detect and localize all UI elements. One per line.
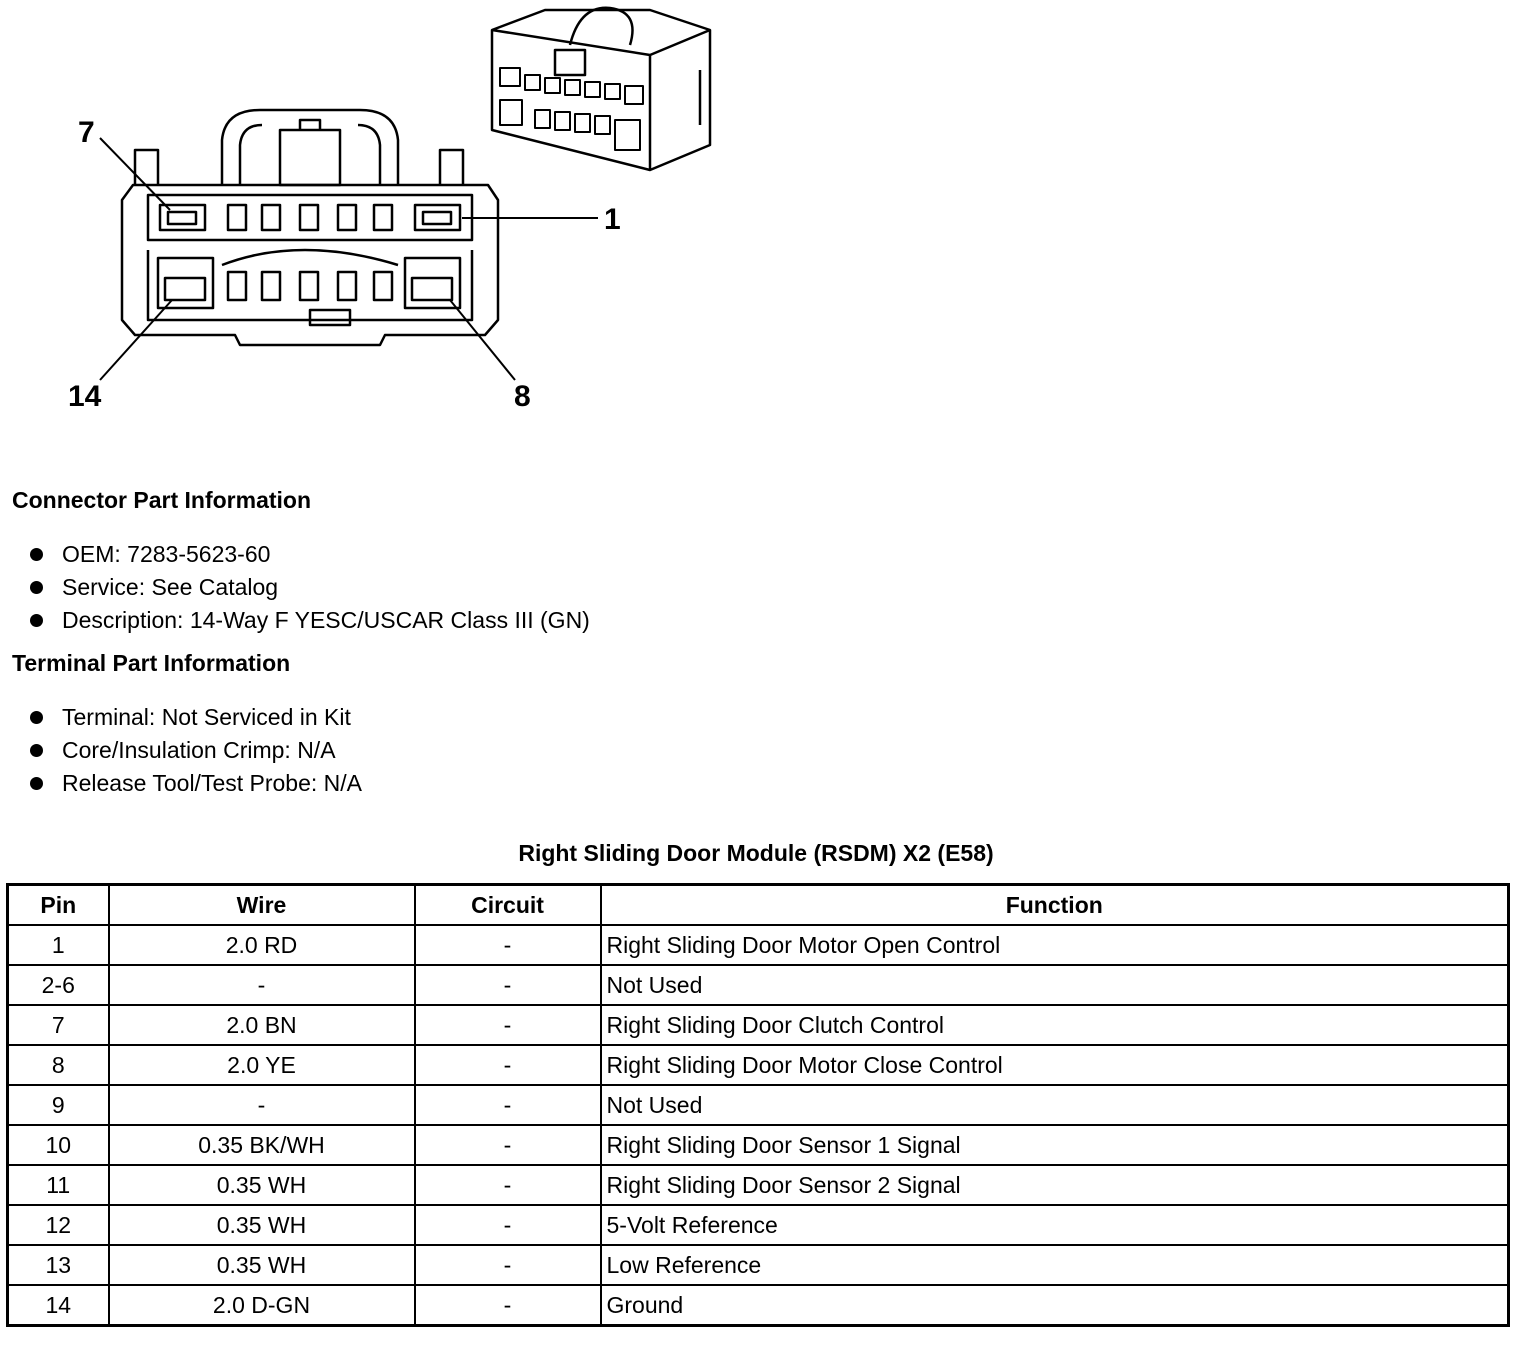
cell-pin: 1 bbox=[8, 925, 109, 965]
table-row bbox=[8, 1285, 1509, 1326]
cell-pin: 11 bbox=[8, 1165, 109, 1205]
cell-pin: 2-6 bbox=[8, 965, 109, 1005]
pin-label-1: 1 bbox=[604, 203, 621, 236]
cell-wire: 2.0 D-GN bbox=[109, 1285, 415, 1326]
pin-label-14: 14 bbox=[68, 380, 102, 413]
bullet-icon bbox=[30, 711, 43, 724]
table-row bbox=[8, 1165, 1509, 1205]
cell-function: Right Sliding Door Motor Close Control bbox=[601, 1045, 1509, 1085]
cell-circuit: - bbox=[415, 1285, 601, 1326]
bullet-icon bbox=[30, 777, 43, 790]
bullet-icon bbox=[30, 581, 43, 594]
table-header-row bbox=[8, 885, 1509, 926]
terminal-info-crimp: Core/Insulation Crimp: N/A bbox=[62, 737, 336, 763]
header-circuit: Circuit bbox=[415, 885, 601, 926]
cell-circuit: - bbox=[415, 1165, 601, 1205]
cell-pin: 13 bbox=[8, 1245, 109, 1285]
pin-label-7: 7 bbox=[78, 116, 95, 149]
header-function: Function bbox=[601, 885, 1509, 926]
cell-function: Right Sliding Door Motor Open Control bbox=[601, 925, 1509, 965]
cell-pin: 9 bbox=[8, 1085, 109, 1125]
list-item bbox=[0, 734, 362, 767]
list-item bbox=[0, 767, 362, 800]
list-item bbox=[0, 538, 590, 571]
cell-function: Not Used bbox=[601, 1085, 1509, 1125]
cell-wire: - bbox=[109, 965, 415, 1005]
connector-info-oem: OEM: 7283-5623-60 bbox=[62, 541, 271, 567]
pin-label-8: 8 bbox=[514, 380, 531, 413]
terminal-info-terminal: Terminal: Not Serviced in Kit bbox=[62, 704, 351, 730]
cell-pin: 12 bbox=[8, 1205, 109, 1245]
cell-function: Ground bbox=[601, 1285, 1509, 1326]
table-row bbox=[8, 1245, 1509, 1285]
cell-wire: 0.35 WH bbox=[109, 1245, 415, 1285]
cell-circuit: - bbox=[415, 1005, 601, 1045]
cell-pin: 10 bbox=[8, 1125, 109, 1165]
cell-function: Right Sliding Door Sensor 2 Signal bbox=[601, 1165, 1509, 1205]
table-row bbox=[8, 965, 1509, 1005]
cell-pin: 14 bbox=[8, 1285, 109, 1326]
cell-wire: 2.0 YE bbox=[109, 1045, 415, 1085]
table-row bbox=[8, 1085, 1509, 1125]
bullet-icon bbox=[30, 548, 43, 561]
cell-wire: 2.0 RD bbox=[109, 925, 415, 965]
connector-info-service: Service: See Catalog bbox=[62, 574, 279, 600]
connector-info-heading: Connector Part Information bbox=[12, 487, 312, 513]
cell-function: 5-Volt Reference bbox=[601, 1205, 1509, 1245]
table-row bbox=[8, 925, 1509, 965]
cell-pin: 7 bbox=[8, 1005, 109, 1045]
cell-function: Low Reference bbox=[601, 1245, 1509, 1285]
terminal-info-release-tool: Release Tool/Test Probe: N/A bbox=[62, 770, 363, 796]
cell-wire: 0.35 WH bbox=[109, 1165, 415, 1205]
header-pin: Pin bbox=[8, 885, 109, 926]
cell-circuit: - bbox=[415, 1085, 601, 1125]
connector-info-description: Description: 14-Way F YESC/USCAR Class III (GN) bbox=[62, 607, 590, 633]
cell-wire: 0.35 BK/WH bbox=[109, 1125, 415, 1165]
table-row bbox=[8, 1005, 1509, 1045]
cell-pin: 8 bbox=[8, 1045, 109, 1085]
cell-function: Right Sliding Door Clutch Control bbox=[601, 1005, 1509, 1045]
bullet-icon bbox=[30, 744, 43, 757]
header-wire: Wire bbox=[109, 885, 415, 926]
terminal-info-heading: Terminal Part Information bbox=[12, 650, 291, 676]
table-row bbox=[8, 1045, 1509, 1085]
cell-wire: - bbox=[109, 1085, 415, 1125]
table-body bbox=[8, 925, 1509, 1326]
cell-circuit: - bbox=[415, 1045, 601, 1085]
cell-circuit: - bbox=[415, 965, 601, 1005]
list-item bbox=[0, 571, 590, 604]
table-row bbox=[8, 1205, 1509, 1245]
table-row bbox=[8, 1125, 1509, 1165]
connector-diagram bbox=[0, 0, 760, 440]
cell-wire: 2.0 BN bbox=[109, 1005, 415, 1045]
terminal-info-list bbox=[0, 701, 362, 800]
list-item bbox=[0, 604, 590, 637]
list-item bbox=[0, 701, 362, 734]
table-title: Right Sliding Door Module (RSDM) X2 (E58) bbox=[518, 840, 994, 866]
connector-face-drawing bbox=[0, 0, 760, 440]
pinout-table bbox=[6, 883, 1510, 1327]
cell-function: Right Sliding Door Sensor 1 Signal bbox=[601, 1125, 1509, 1165]
cell-circuit: - bbox=[415, 1125, 601, 1165]
connector-info-list bbox=[0, 538, 590, 637]
bullet-icon bbox=[30, 614, 43, 627]
cell-circuit: - bbox=[415, 1205, 601, 1245]
cell-wire: 0.35 WH bbox=[109, 1205, 415, 1245]
cell-circuit: - bbox=[415, 925, 601, 965]
cell-function: Not Used bbox=[601, 965, 1509, 1005]
cell-circuit: - bbox=[415, 1245, 601, 1285]
